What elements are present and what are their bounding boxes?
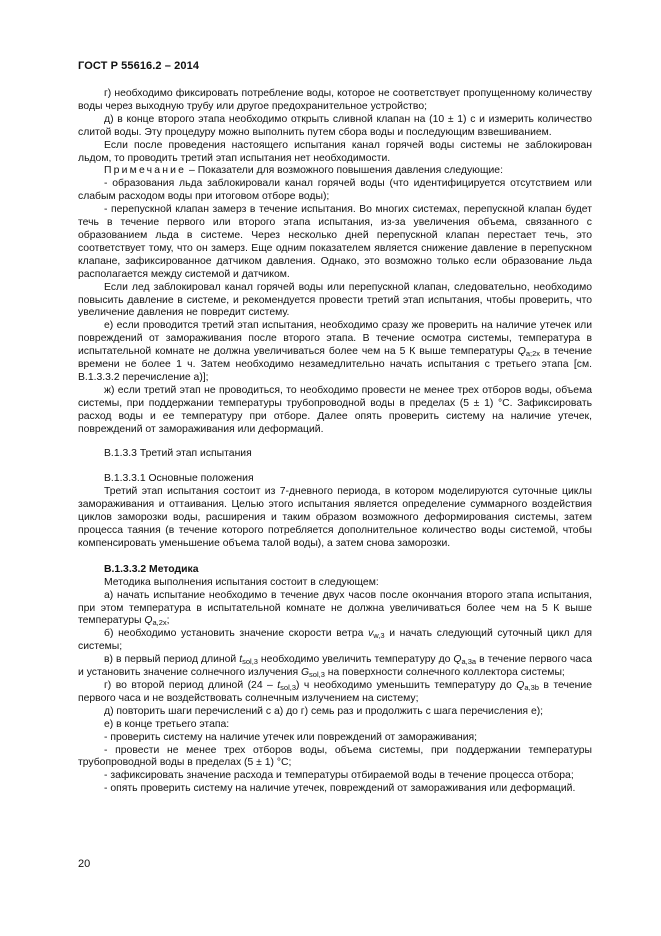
paragraph-b: б) необходимо установить значение скорости ветра $v_{w,3}$ и начать следующий суточный цикл для системы;	[78, 628, 592, 653]
paragraph-method-intro: Методика выполнения испытания состоит в следующем:	[104, 576, 379, 588]
list-item-check-leaks: - проверить систему на наличие утечек или повреждений от замораживания;	[104, 731, 478, 743]
paragraph-bypass-valve: - перепускной клапан замерз в течение испытания. Во многих системах, перепускной клапан будет течь в течение первого или второго этапа испытания, из-за увеличения объема, связанного с образованием льда в системе. Через несколько дней перепускной клапан перестает течь, это соответствует тому, что он замерз. Еще одним показателем является снижение давление в перепускном клапане, зафиксированное датчиком давления. Однако, это возможно только если образование льда располагается между системой и датчиком.	[78, 204, 592, 280]
paragraph-third-stage: Третий этап испытания состоит из 7-дневного периода, в котором моделируются суточные циклы замораживания и оттаивания. Целью этого испытания является определение суммарного воздействия циклов заморозки воды, расширения и таким образом возможного деформирования системы, затем процесса таяния (в течение которого потребляется дополнительное количество воды системой, чтобы компенсировать уменьшение объема талой воды), а затем снова заморозки.	[78, 486, 592, 549]
list-item-recheck: - опять проверить систему на наличие утечек, повреждений от замораживания или деформаций.	[104, 783, 576, 795]
paragraph-e2: е) в конце третьего этапа:	[104, 718, 230, 730]
paragraph-g2: г) во второй период длиной $(24 - t_{sol,3})$ ч необходимо уменьшить температуру до $Q_{a,3b}$ в течение первого часа и не воздействовать солнечным излучением на систему;	[78, 679, 592, 704]
paragraph-e: е) если проводится третий этап испытания, необходимо сразу же проверить на наличие утечек или повреждений от замораживания после второго этапа. В течение осмотра системы, температура в испытательной комнате не должна увеличиваться более чем на 5 К выше температуры $Q_{a;2x}$ в течение времени не более 1 ч. Затем необходимо незамедлительно начать испытания с третьего этапа [см. В.1.3.3.2 перечисление а)];	[78, 320, 592, 383]
paragraph-a: а) начать испытание необходимо в течение двух часов после окончания второго этапа испытания, при этом температура в испытательной комнате не должна увеличиваться более чем на 5 К выше температуры $Q_{a,2x}$;	[78, 589, 592, 628]
list-item-water-draws: - провести не менее трех отборов воды, объема системы, при поддержании температуры трубопроводной воды в пределах (5 ± 1) °С;	[78, 744, 592, 769]
paragraph-d2: д) повторить шаги перечислений с а) до г) семь раз и продолжить с шага перечисления е);	[104, 705, 544, 717]
paragraph-d: д) в конце второго этапа необходимо открыть сливной клапан на (10 ± 1) с и измерить количество слитой воды. Эту процедуру можно выполнить путем сбора воды и последующим взвешиванием.	[78, 113, 592, 138]
paragraph-g: г) необходимо фиксировать потребление воды, которое не соответствует пропущенному количеству воды через выходную трубу или другое предохранительное устройство;	[78, 88, 592, 112]
document-body	[78, 88, 592, 796]
section-heading-b133: В.1.3.3 Третий этап испытания	[104, 448, 252, 460]
list-item-record-flow: - зафиксировать значение расхода и температуры отбираемой воды в течение процесса отбора;	[104, 770, 574, 782]
note-label: Примечание	[104, 165, 187, 177]
document-header: ГОСТ Р 55616.2 – 2014	[78, 60, 200, 72]
note-text: – Показатели для возможного повышения давления следующие:	[186, 165, 503, 177]
note	[78, 165, 592, 178]
section-heading-b1331: В.1.3.3.1 Основные положения	[104, 473, 254, 485]
paragraph-no-block: Если после проведения настоящего испытания канал горячей воды системы не заблокирован льдом, то проводить третий этап испытания нет необходимости.	[78, 139, 592, 164]
page-number: 20	[78, 858, 91, 870]
paragraph-zh: ж) если третий этап не проводиться, то необходимо провести не менее трех отборов воды, объема системы, при поддержании температуры трубопроводной воды в пределах (5 ± 1) °С. Зафиксировать расход воды и ее температуру при отборе. Далее опять проверить систему на наличие утечек, повреждений от замораживания или деформаций.	[78, 384, 592, 435]
section-heading-b1332: В.1.3.3.2 Методика	[104, 563, 199, 575]
paragraph-ice-blocked: Если лед заблокировал канал горячей воды или перепускной клапан, следовательно, необходимо повысить давление в системе, и рекомендуется провести третий этап испытания, чтобы проверить, что увеличение давления не повредит систему.	[78, 281, 592, 319]
paragraph-v: в) в первый период длиной $t_{sol,3}$ необходимо увеличить температуру до $Q_{a,3a}$ в течение первого часа и установить значение солнечного излучения $G_{sol,3}$ на поверхности солнечного коллектора системы;	[78, 654, 593, 680]
paragraph-ice-formation: - образования льда заблокировали канал горячей воды (что идентифицируется отсутствием или слабым расходом воды при итоговом отборе воды);	[78, 178, 592, 203]
